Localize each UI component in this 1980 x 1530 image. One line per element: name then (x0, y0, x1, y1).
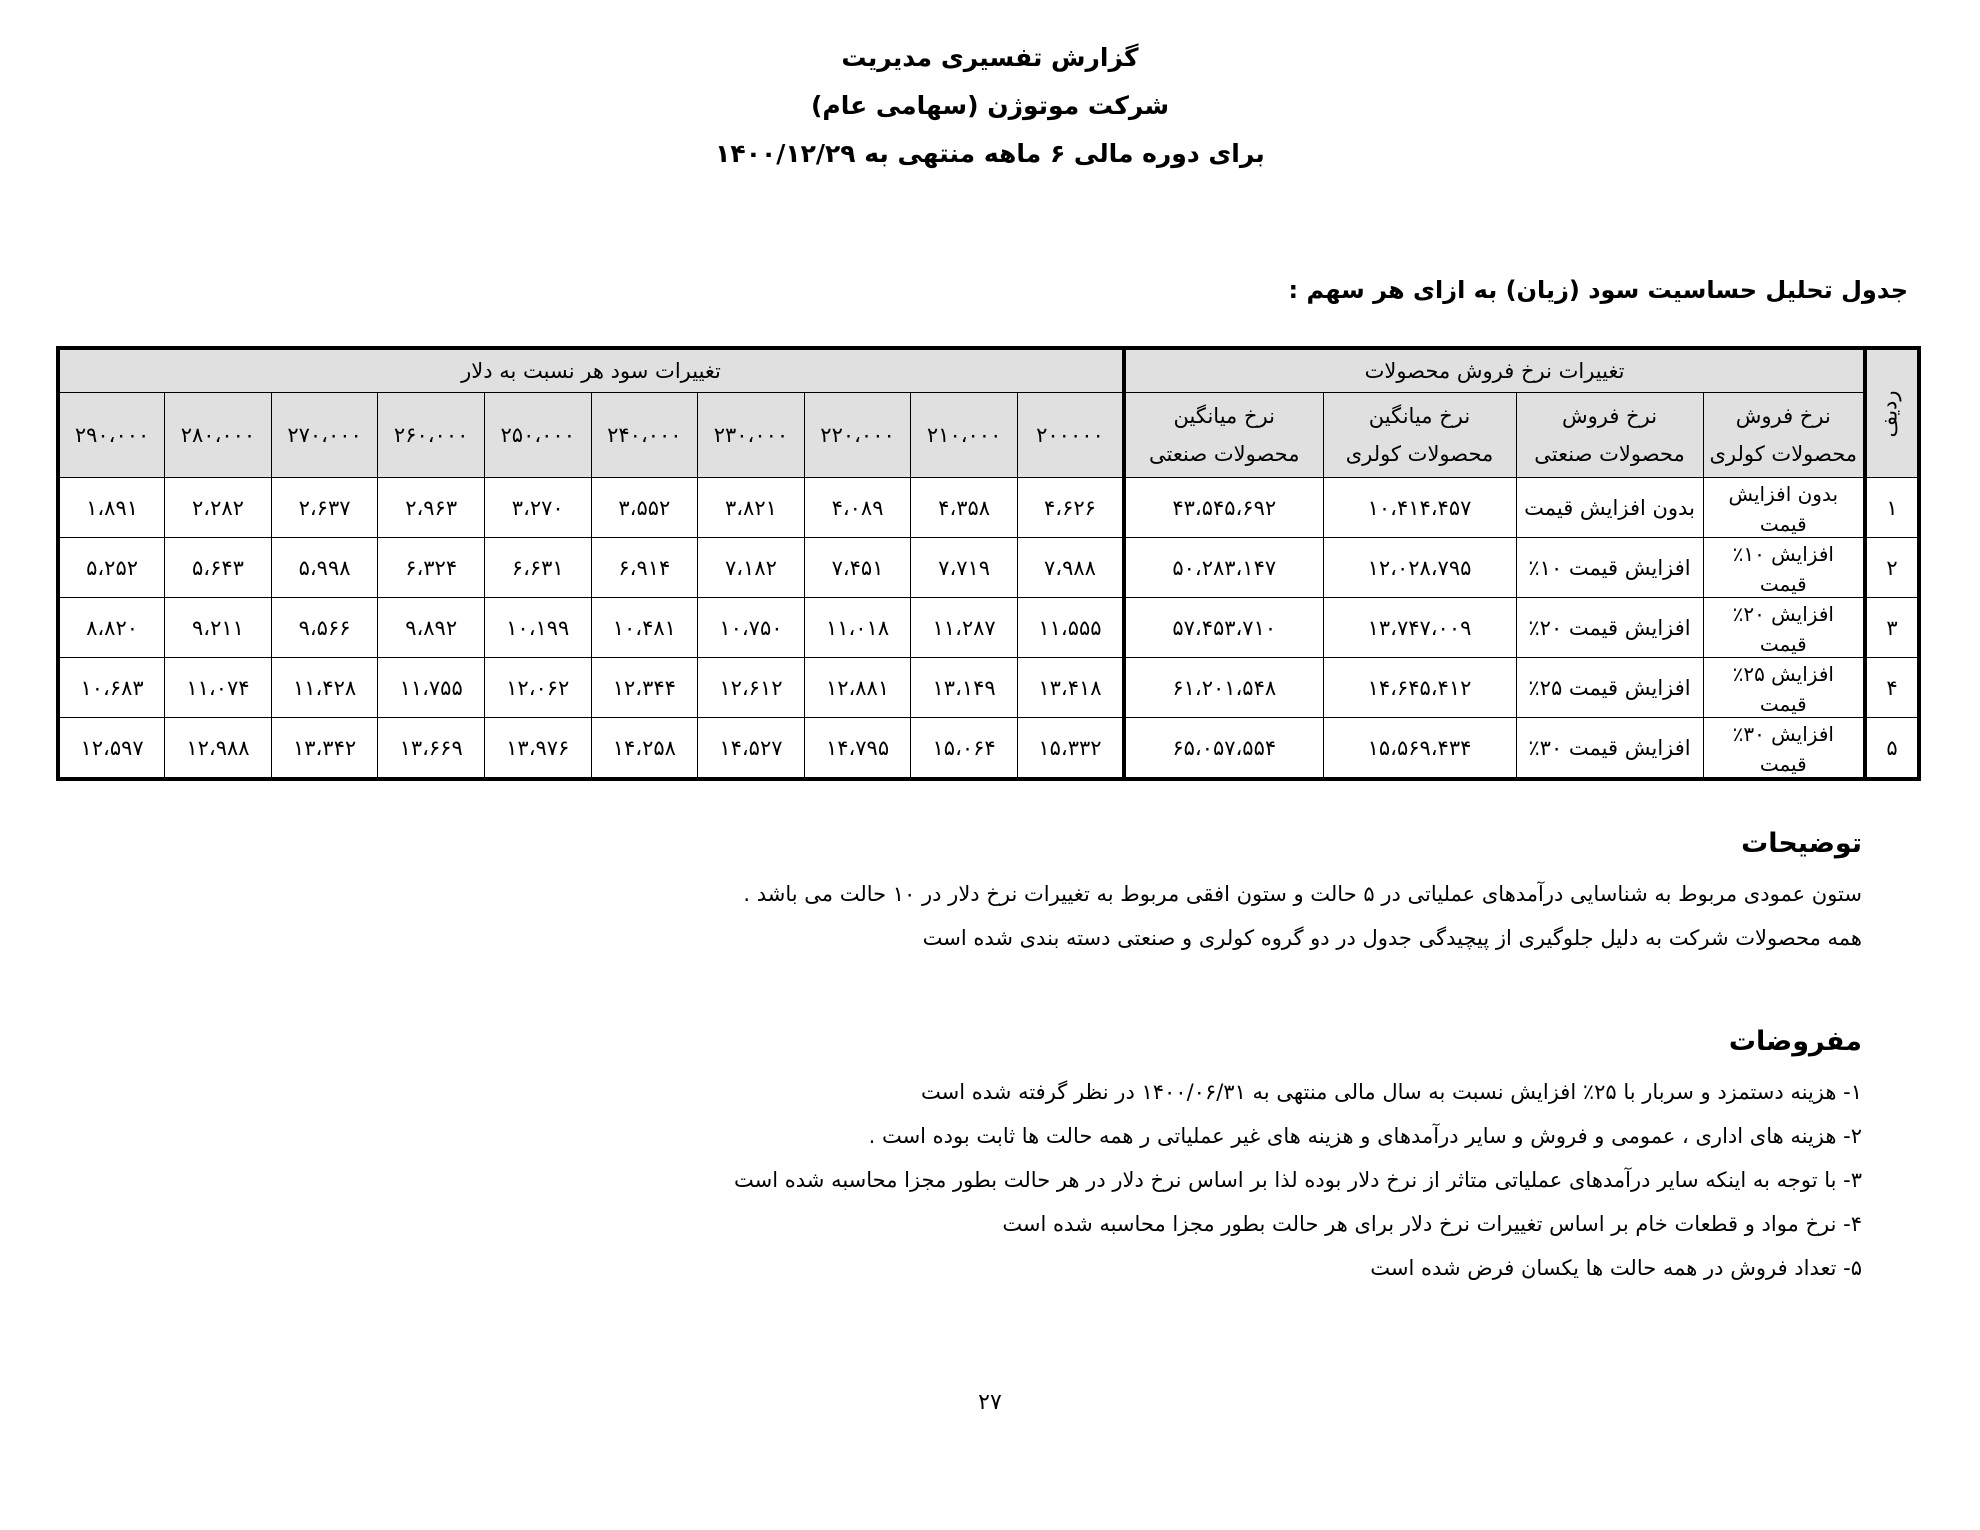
cell-value: ۱۳،۴۱۸ (1017, 658, 1124, 718)
col-avg-cooler: نرخ میانگین محصولات کولری (1323, 393, 1516, 478)
col-dollar-rate: ۲۳۰،۰۰۰ (698, 393, 805, 478)
col-cooler-price: نرخ فروش محصولات کولری (1703, 393, 1865, 478)
sensitivity-table (56, 346, 1921, 781)
cell-value: ۴،۶۲۶ (1017, 478, 1124, 538)
cell-value: ۱۱،۵۵۵ (1017, 598, 1124, 658)
cell-avg-industrial: ۵۷،۴۵۳،۷۱۰ (1124, 598, 1323, 658)
assumption-item: ۲- هزینه های اداری ، عمومی و فروش و سایر درآمدهای و هزینه های غیر عملیاتی ر همه حالت ها ثابت بوده است . (868, 1124, 1862, 1148)
cell-value: ۳،۵۵۲ (591, 478, 698, 538)
col-dollar-rate: ۲۵۰،۰۰۰ (484, 393, 591, 478)
cell-value: ۱۲،۶۱۲ (698, 658, 805, 718)
cell-value: ۲،۹۶۳ (378, 478, 485, 538)
table-row (58, 658, 1919, 718)
row-number: ۲ (1865, 538, 1919, 598)
cell-value: ۱۲،۵۹۷ (58, 718, 165, 780)
col-dollar-rate: ۲۰۰۰۰۰ (1017, 393, 1124, 478)
table-row (58, 478, 1919, 538)
cell-value: ۱۲،۹۸۸ (165, 718, 272, 780)
col-industrial-price: نرخ فروش محصولات صنعتی (1516, 393, 1703, 478)
cell-value: ۵،۶۴۳ (165, 538, 272, 598)
cell-value: ۱۳،۱۴۹ (911, 658, 1018, 718)
cell-value: ۱۵،۳۳۲ (1017, 718, 1124, 780)
table-row (58, 718, 1919, 780)
cell-avg-cooler: ۱۰،۴۱۴،۴۵۷ (1323, 478, 1516, 538)
company-name: شرکت موتوژن (سهامی عام) (810, 91, 1170, 120)
assumptions-title: مفروضات (1728, 1026, 1862, 1057)
cell-value: ۹،۸۹۲ (378, 598, 485, 658)
cell-value: ۱۰،۴۸۱ (591, 598, 698, 658)
assumption-item: ۵- تعداد فروش در همه حالت ها یکسان فرض شده است (1370, 1256, 1862, 1280)
group-header-row (58, 348, 1919, 393)
cell-value: ۱۴،۷۹۵ (804, 718, 911, 780)
cell-avg-cooler: ۱۳،۷۴۷،۰۰۹ (1323, 598, 1516, 658)
cell-industrial-price: افزایش قیمت ۳۰٪ (1516, 718, 1703, 780)
assumption-item: ۱- هزینه دستمزد و سربار با ۲۵٪ افزایش نسبت به سال مالی منتهی به ۱۴۰۰/۰۶/۳۱ در نظر گرفته شده است (921, 1080, 1862, 1104)
notes-line: ستون عمودی مربوط به شناسایی درآمدهای عملیاتی در ۵ حالت و ستون افقی مربوط به تغییرات نرخ دلار در ۱۰ حالت می باشد . (743, 882, 1862, 906)
cell-value: ۱۱،۲۸۷ (911, 598, 1018, 658)
cell-value: ۱۳،۹۷۶ (484, 718, 591, 780)
assumption-item: ۴- نرخ مواد و قطعات خام بر اساس تغییرات نرخ دلار برای هر حالت بطور مجزا محاسبه شده است (1002, 1212, 1862, 1236)
cell-value: ۱۱،۴۲۸ (271, 658, 378, 718)
row-number: ۱ (1865, 478, 1919, 538)
cell-value: ۳،۸۲۱ (698, 478, 805, 538)
cell-value: ۷،۱۸۲ (698, 538, 805, 598)
cell-industrial-price: افزایش قیمت ۱۰٪ (1516, 538, 1703, 598)
cell-value: ۷،۴۵۱ (804, 538, 911, 598)
cell-value: ۱۲،۳۴۴ (591, 658, 698, 718)
notes-title: توضیحات (1741, 828, 1862, 859)
cell-value: ۱۲،۸۸۱ (804, 658, 911, 718)
cell-value: ۴،۳۵۸ (911, 478, 1018, 538)
cell-value: ۱،۸۹۱ (58, 478, 165, 538)
cell-value: ۱۱،۰۱۸ (804, 598, 911, 658)
cell-cooler-price: افزایش ۳۰٪ قیمت (1703, 718, 1865, 780)
cell-industrial-price: افزایش قیمت ۲۵٪ (1516, 658, 1703, 718)
cell-cooler-price: افزایش ۱۰٪ قیمت (1703, 538, 1865, 598)
cell-value: ۹،۵۶۶ (271, 598, 378, 658)
sub-header-row (58, 393, 1919, 478)
col-dollar-rate: ۲۲۰،۰۰۰ (804, 393, 911, 478)
cell-avg-cooler: ۱۴،۶۴۵،۴۱۲ (1323, 658, 1516, 718)
dollar-change-group-header: تغییرات سود هر نسبت به دلار (58, 348, 1124, 393)
row-number: ۴ (1865, 658, 1919, 718)
notes-line: همه محصولات شرکت به دلیل جلوگیری از پیچیدگی جدول در دو گروه کولری و صنعتی دسته بندی شده است (922, 926, 1862, 950)
col-dollar-rate: ۲۹۰،۰۰۰ (58, 393, 165, 478)
cell-value: ۱۵،۰۶۴ (911, 718, 1018, 780)
cell-value: ۱۲،۰۶۲ (484, 658, 591, 718)
table-row (58, 538, 1919, 598)
cell-value: ۹،۲۱۱ (165, 598, 272, 658)
row-number-header: ردیف (1865, 348, 1919, 478)
cell-value: ۶،۶۳۱ (484, 538, 591, 598)
cell-value: ۱۴،۵۲۷ (698, 718, 805, 780)
col-dollar-rate: ۲۶۰،۰۰۰ (378, 393, 485, 478)
col-dollar-rate: ۲۴۰،۰۰۰ (591, 393, 698, 478)
report-header (0, 38, 1980, 182)
cell-avg-cooler: ۱۵،۵۶۹،۴۳۴ (1323, 718, 1516, 780)
cell-value: ۵،۹۹۸ (271, 538, 378, 598)
assumptions-section (462, 1020, 1862, 1292)
cell-value: ۱۴،۲۵۸ (591, 718, 698, 780)
cell-value: ۶،۳۲۴ (378, 538, 485, 598)
table-caption: جدول تحلیل حساسیت سود (زیان) به ازای هر سهم : (1288, 276, 1908, 304)
col-dollar-rate: ۲۸۰،۰۰۰ (165, 393, 272, 478)
cell-avg-industrial: ۶۱،۲۰۱،۵۴۸ (1124, 658, 1323, 718)
cell-value: ۷،۷۱۹ (911, 538, 1018, 598)
row-number: ۳ (1865, 598, 1919, 658)
cell-avg-cooler: ۱۲،۰۲۸،۷۹۵ (1323, 538, 1516, 598)
cell-value: ۵،۲۵۲ (58, 538, 165, 598)
col-avg-industrial: نرخ میانگین محصولات صنعتی (1124, 393, 1323, 478)
cell-industrial-price: افزایش قیمت ۲۰٪ (1516, 598, 1703, 658)
cell-value: ۱۳،۶۶۹ (378, 718, 485, 780)
report-period: برای دوره مالی ۶ ماهه منتهی به ۱۴۰۰/۱۲/۲۹ (715, 139, 1265, 168)
cell-value: ۶،۹۱۴ (591, 538, 698, 598)
assumption-item: ۳- با توجه به اینکه سایر درآمدهای عملیاتی متاثر از نرخ دلار بوده لذا بر اساس نرخ دلار در هر حالت بطور مجزا محاسبه شده است (734, 1168, 1862, 1192)
cell-value: ۲،۲۸۲ (165, 478, 272, 538)
cell-value: ۷،۹۸۸ (1017, 538, 1124, 598)
page-number: ۲۷ (978, 1390, 1002, 1415)
row-number: ۵ (1865, 718, 1919, 780)
cell-value: ۱۰،۶۸۳ (58, 658, 165, 718)
price-change-group-header: تغییرات نرخ فروش محصولات (1124, 348, 1865, 393)
col-dollar-rate: ۲۷۰،۰۰۰ (271, 393, 378, 478)
cell-avg-industrial: ۶۵،۰۵۷،۵۵۴ (1124, 718, 1323, 780)
cell-industrial-price: بدون افزایش قیمت (1516, 478, 1703, 538)
cell-value: ۱۳،۳۴۲ (271, 718, 378, 780)
cell-value: ۱۱،۰۷۴ (165, 658, 272, 718)
cell-avg-industrial: ۴۳،۵۴۵،۶۹۲ (1124, 478, 1323, 538)
cell-value: ۴،۰۸۹ (804, 478, 911, 538)
cell-value: ۱۱،۷۵۵ (378, 658, 485, 718)
notes-section (462, 822, 1862, 962)
cell-value: ۲،۶۳۷ (271, 478, 378, 538)
cell-value: ۱۰،۷۵۰ (698, 598, 805, 658)
col-dollar-rate: ۲۱۰،۰۰۰ (911, 393, 1018, 478)
cell-value: ۳،۲۷۰ (484, 478, 591, 538)
cell-cooler-price: بدون افزایش قیمت (1703, 478, 1865, 538)
cell-cooler-price: افزایش ۲۰٪ قیمت (1703, 598, 1865, 658)
report-title: گزارش تفسیری مدیریت (841, 43, 1139, 72)
cell-cooler-price: افزایش ۲۵٪ قیمت (1703, 658, 1865, 718)
cell-value: ۸،۸۲۰ (58, 598, 165, 658)
cell-value: ۱۰،۱۹۹ (484, 598, 591, 658)
cell-avg-industrial: ۵۰،۲۸۳،۱۴۷ (1124, 538, 1323, 598)
table-row (58, 598, 1919, 658)
